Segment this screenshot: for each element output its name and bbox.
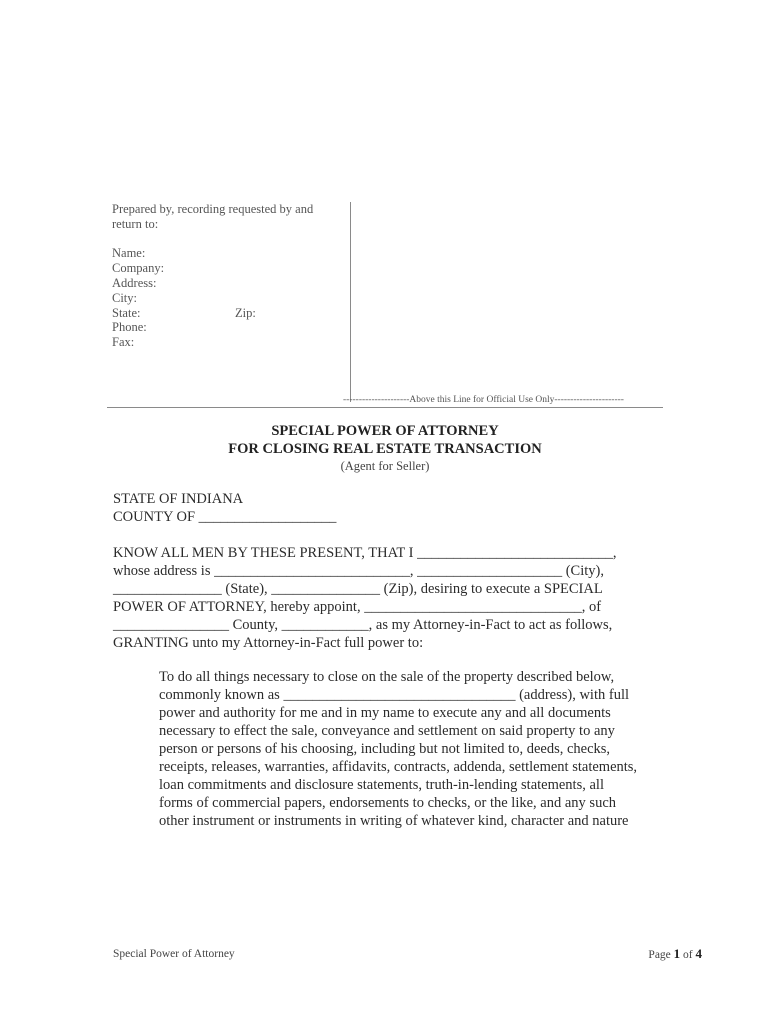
power-line-1: To do all things necessary to close on the sale of the property described below,	[159, 669, 615, 685]
phone-label: Phone:	[112, 320, 147, 334]
body-line-4: POWER OF ATTORNEY, hereby appoint, ______________________________, of	[113, 599, 602, 615]
power-line-2: commonly known as ________________________________ (address), with full	[159, 687, 630, 703]
document-title-line2: FOR CLOSING REAL ESTATE TRANSACTION	[228, 441, 542, 457]
power-line-5: person or persons of his choosing, including but not limited to, deeds, checks,	[159, 741, 611, 757]
power-line-8: forms of commercial papers, endorsements to checks, or the like, and any such	[159, 795, 617, 811]
document-subtitle: (Agent for Seller)	[340, 459, 430, 473]
body-line-6: GRANTING unto my Attorney-in-Fact full power to:	[113, 635, 424, 651]
recording-box-divider	[350, 202, 351, 402]
body-line-3: _______________ (State), _______________ (Zip), desiring to execute a SPECIAL	[113, 581, 603, 597]
state-label: State:	[112, 306, 141, 320]
page-number: 1	[673, 946, 681, 961]
prepared-by-label: Prepared by, recording requested by and	[112, 202, 314, 216]
power-line-6: receipts, releases, warranties, affidavits, contracts, addenda, settlement statements,	[159, 759, 638, 775]
power-line-4: necessary to effect the sale, conveyance and settlement on said property to any	[159, 723, 615, 739]
address-label: Address:	[112, 276, 157, 290]
document-title: SPECIAL POWER OF ATTORNEY	[271, 423, 499, 439]
power-line-3: power and authority for me and in my name to execute any and all documents	[159, 705, 611, 721]
name-label: Name:	[112, 246, 146, 260]
return-to-label: return to:	[112, 217, 159, 231]
official-use-rule	[107, 407, 663, 408]
body-line-1: KNOW ALL MEN BY THESE PRESENT, THAT I ___________________________,	[113, 545, 617, 561]
page-total: 4	[695, 946, 702, 961]
body-line-2: whose address is ___________________________, ____________________ (City),	[113, 563, 604, 579]
page-word: Page	[648, 949, 671, 961]
company-label: Company:	[112, 261, 165, 275]
city-label: City:	[112, 291, 138, 305]
of-word: of	[683, 949, 693, 961]
zip-label: Zip:	[235, 306, 256, 320]
power-line-9: other instrument or instruments in writing of whatever kind, character and nature	[159, 813, 629, 829]
footer-page-indicator	[648, 946, 702, 962]
venue-state: STATE OF INDIANA	[113, 491, 244, 507]
body-line-5: ________________ County, ____________, as my Attorney-in-Fact to act as follows,	[113, 617, 613, 633]
footer-document-name: Special Power of Attorney	[113, 948, 235, 960]
venue-county: COUNTY OF ___________________	[113, 509, 337, 525]
official-use-line: ---------------------Above this Line for Official Use Only----------------------	[343, 395, 624, 405]
power-line-7: loan commitments and disclosure statements, truth-in-lending statements, all	[159, 777, 604, 793]
fax-label: Fax:	[112, 335, 135, 349]
